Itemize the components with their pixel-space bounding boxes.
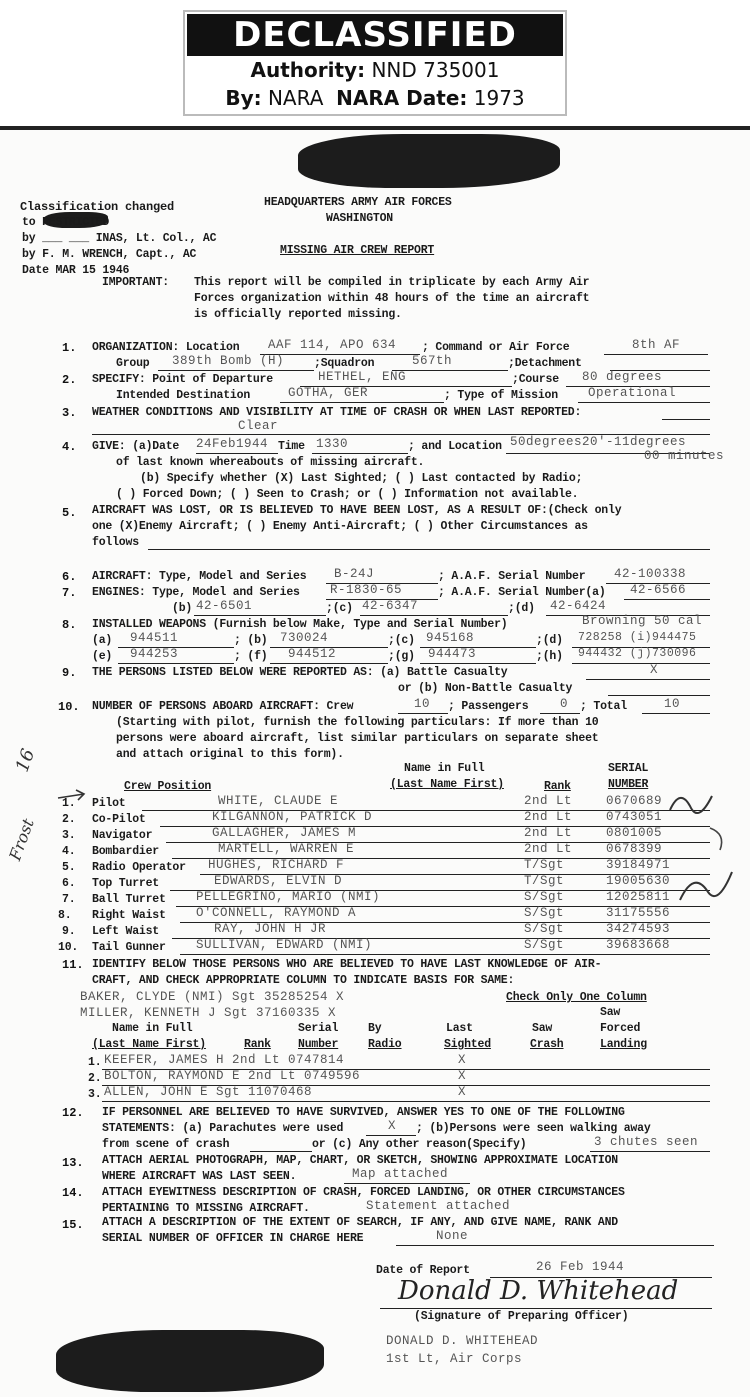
item11-h-forced1: Forced	[600, 1022, 641, 1035]
crew-row-name: MARTELL, WARREN E	[218, 842, 355, 856]
crew-row-position: Ball Turret	[92, 893, 166, 906]
underline	[180, 954, 710, 955]
item4-date-label: GIVE: (a)Date	[92, 440, 180, 453]
underline	[270, 663, 388, 664]
underline	[420, 663, 536, 664]
item4-time-label: Time	[278, 440, 305, 453]
item8-b-label: ; (b)	[234, 634, 268, 647]
item1-squadron-label: ;Squadron	[314, 357, 375, 370]
item2-destination-label: Intended Destination	[116, 389, 251, 402]
item2-mission-label: ; Type of Mission	[444, 389, 558, 402]
crew-row-serial: 12025811	[606, 890, 671, 904]
important-label: IMPORTANT:	[102, 276, 170, 289]
item11-extra2: MILLER, KENNETH J Sgt 37160335 X	[80, 1006, 337, 1020]
item7-serial-label: ; A.A.F. Serial Number(a)	[438, 586, 606, 599]
item8-e-label: (e)	[92, 650, 113, 663]
crew-row-rank: S/Sgt	[524, 938, 565, 952]
item15-value: None	[436, 1229, 469, 1243]
important-text1: This report will be compiled in triplicate by each Army Air	[194, 276, 590, 289]
witness-row-number: 2.	[88, 1072, 102, 1085]
date-of-report: 26 Feb 1944	[536, 1260, 625, 1274]
item10-crew: 10	[414, 697, 431, 711]
crew-header-rank: Rank	[544, 780, 571, 793]
crew-row-rank: 2nd Lt	[524, 810, 573, 824]
item13-line2: WHERE AIRCRAFT WAS LAST SEEN.	[102, 1170, 297, 1183]
report-title: MISSING AIR CREW REPORT	[280, 244, 435, 257]
crew-row-number: 5.	[62, 861, 76, 874]
crew-row-number: 4.	[62, 845, 76, 858]
item14-value: Statement attached	[366, 1199, 511, 1213]
item3-weather: Clear	[238, 419, 279, 433]
item6-label: AIRCRAFT: Type, Model and Series	[92, 570, 307, 583]
item8-d: 728258 (i)944475	[578, 631, 697, 644]
item15-number: 15.	[62, 1218, 84, 1232]
item9-number: 9.	[62, 666, 77, 680]
item10-note3: and attach original to this form).	[116, 748, 344, 761]
underline	[392, 370, 508, 371]
header-org: HEADQUARTERS ARMY AIR FORCES	[264, 196, 452, 209]
item10-label: NUMBER OF PERSONS ABOARD AIRCRAFT: Crew	[92, 700, 354, 713]
witness-row: ALLEN, JOHN E Sgt 11070468	[104, 1085, 313, 1099]
item11-check-only: Check Only One Column	[506, 991, 647, 1004]
crew-row-name: WHITE, CLAUDE E	[218, 794, 339, 808]
item12-line3b: or (c) Any other reason(Specify)	[312, 1138, 527, 1151]
item12-reason: 3 chutes seen	[594, 1135, 699, 1149]
item4-location-2: 00 minutes	[644, 449, 725, 463]
crew-row-number: 3.	[62, 829, 76, 842]
underline	[344, 1183, 470, 1184]
underline	[250, 1151, 312, 1152]
item10-total: 10	[664, 697, 681, 711]
witness-row-mark: X	[458, 1069, 467, 1083]
crew-row-rank: S/Sgt	[524, 922, 565, 936]
item2-departure: HETHEL, ENG	[318, 370, 407, 384]
underline	[366, 1135, 416, 1136]
item11-h-serial1: Serial	[298, 1022, 339, 1035]
item7-d-label: ;(d)	[508, 602, 535, 615]
item11-forced0: Saw	[600, 1006, 621, 1019]
item8-h-label: ;(h)	[536, 650, 563, 663]
item5-line2: one (X)Enemy Aircraft; ( ) Enemy Anti-Aircraft; ( ) Other Circumstances as	[92, 520, 588, 533]
item8-g-label: ;(g)	[388, 650, 415, 663]
witness-row-number: 3.	[88, 1088, 102, 1101]
underline	[642, 713, 710, 714]
item4-time: 1330	[316, 437, 349, 451]
crew-row-position: Right Waist	[92, 909, 166, 922]
item8-label: INSTALLED WEAPONS (Furnish below Make, Type and Serial Number)	[92, 618, 508, 631]
item7-serial-a: 42-6566	[630, 583, 687, 597]
item6-serial: 42-100338	[614, 567, 687, 581]
underline	[380, 1308, 712, 1309]
crew-row-position: Pilot	[92, 797, 126, 810]
item4-location: 50degrees20'-11degrees	[510, 435, 687, 449]
crew-row-serial: 19005630	[606, 874, 671, 888]
underline	[360, 615, 508, 616]
underline	[540, 713, 580, 714]
crew-row-number: 9.	[62, 925, 76, 938]
crew-row-position: Radio Operator	[92, 861, 186, 874]
arrow-mark	[56, 788, 90, 808]
pencil-mark-2	[710, 828, 722, 850]
classification-line5: Date MAR 15 1946	[22, 264, 130, 277]
underline	[590, 1151, 710, 1152]
item11-number: 11.	[62, 958, 84, 972]
underline	[604, 354, 708, 355]
item1-group-label: Group	[116, 357, 150, 370]
crew-row-number: 1.	[62, 797, 76, 810]
crew-row-name: O'CONNELL, RAYMOND A	[196, 906, 357, 920]
crew-header-serial2: NUMBER	[608, 778, 649, 791]
item1-number: 1.	[62, 341, 77, 355]
item10-note2: persons were aboard aircraft, list similar particulars on separate sheet	[116, 732, 599, 745]
witness-row: BOLTON, RAYMOND E 2nd Lt 0749596	[104, 1069, 361, 1083]
item7-serial-d: 42-6424	[550, 599, 607, 613]
item11-h-last1: Last	[446, 1022, 473, 1035]
signature-script: Donald D. Whitehead	[398, 1276, 679, 1306]
item8-g: 944473	[428, 647, 477, 661]
signer-name: DONALD D. WHITEHEAD	[386, 1334, 539, 1348]
item7-number: 7.	[62, 586, 77, 600]
item15-line1: ATTACH A DESCRIPTION OF THE EXTENT OF SEARCH, IF ANY, AND GIVE NAME, RANK AND	[102, 1216, 618, 1229]
item9-nonbattle-label: or (b) Non-Battle Casualty	[398, 682, 573, 695]
pencil-mark-1	[670, 796, 712, 813]
item8-a: 944511	[130, 631, 179, 645]
item11-h-name1: Name in Full	[112, 1022, 193, 1035]
underline	[662, 419, 710, 420]
crew-row-name: RAY, JOHN H JR	[214, 922, 327, 936]
crew-row-rank: 2nd Lt	[524, 826, 573, 840]
redaction-top	[298, 134, 560, 188]
item4-options: ( ) Forced Down; ( ) Seen to Crash; or ( ) Information not available.	[116, 488, 579, 501]
underline	[608, 695, 710, 696]
important-text3: is officially reported missing.	[194, 308, 402, 321]
crew-row-serial: 0670689	[606, 794, 663, 808]
crew-row-serial: 34274593	[606, 922, 671, 936]
classification-line4: by F. M. WRENCH, Capt., AC	[22, 248, 197, 261]
item4-date: 24Feb1944	[196, 437, 269, 451]
crew-row-name: EDWARDS, ELVIN D	[214, 874, 343, 888]
crew-row-serial: 0743051	[606, 810, 663, 824]
underline	[312, 453, 408, 454]
witness-row-mark: X	[458, 1053, 467, 1067]
underline	[102, 1101, 710, 1102]
item3-number: 3.	[62, 406, 77, 420]
item8-b: 730024	[280, 631, 329, 645]
item8-c-label: ;(c)	[388, 634, 415, 647]
underline	[148, 549, 710, 550]
crew-row-position: Tail Gunner	[92, 941, 166, 954]
item11-h-rank: Rank	[244, 1038, 271, 1051]
item11-h-forced2: Landing	[600, 1038, 647, 1051]
item7-serial-c: 42-6347	[362, 599, 419, 613]
crew-row-number: 6.	[62, 877, 76, 890]
item10-number: 10.	[58, 700, 80, 714]
crew-header-position: Crew Position	[124, 780, 212, 793]
witness-row-number: 1.	[88, 1056, 102, 1069]
redaction-bottom	[56, 1330, 324, 1392]
crew-row-position: Bombardier	[92, 845, 160, 858]
witness-row-mark: X	[458, 1085, 467, 1099]
item7-c-label: ;(c)	[326, 602, 353, 615]
item1-squadron: 567th	[412, 354, 453, 368]
underline	[624, 599, 710, 600]
item9-label: THE PERSONS LISTED BELOW WERE REPORTED AS: (a) Battle Casualty	[92, 666, 508, 679]
crew-row-rank: 2nd Lt	[524, 842, 573, 856]
crew-row-rank: S/Sgt	[524, 906, 565, 920]
crew-header-name1: Name in Full	[404, 762, 485, 775]
underline	[196, 453, 278, 454]
item12-line1: IF PERSONNEL ARE BELIEVED TO HAVE SURVIVED, ANSWER YES TO ONE OF THE FOLLOWING	[102, 1106, 625, 1119]
item8-d-label: ;(d)	[536, 634, 563, 647]
item8-f: 944512	[288, 647, 337, 661]
item6-number: 6.	[62, 570, 77, 584]
item9-battle: X	[650, 663, 659, 677]
item2-number: 2.	[62, 373, 77, 387]
item5-number: 5.	[62, 506, 77, 520]
item4-location-label: ; and Location	[408, 440, 502, 453]
crew-row-number: 8.	[58, 909, 72, 922]
item12-number: 12.	[62, 1106, 84, 1120]
crew-row-name: GALLAGHER, JAMES M	[212, 826, 357, 840]
stamp-authority: Authority: NND 735001	[250, 58, 500, 82]
crew-header-name2: (Last Name First)	[390, 778, 504, 791]
stamp-by: By: NARA NARA Date: 1973	[225, 86, 525, 110]
classification-line2: to RESTRICTED	[22, 216, 110, 229]
item4-specify: (b) Specify whether (X) Last Sighted; ( ) Last contacted by Radio;	[140, 472, 583, 485]
underline	[118, 663, 234, 664]
crew-row-serial: 0801005	[606, 826, 663, 840]
crew-row-serial: 0678399	[606, 842, 663, 856]
check-marks	[640, 780, 750, 910]
item11-h-saw1: Saw	[532, 1022, 553, 1035]
underline	[194, 615, 326, 616]
crew-row-serial: 39184971	[606, 858, 671, 872]
crew-row-position: Navigator	[92, 829, 153, 842]
item2-course-label: ;Course	[512, 373, 559, 386]
crew-row-position: Left Waist	[92, 925, 160, 938]
underline	[572, 663, 710, 664]
underline	[396, 1245, 714, 1246]
item10-passengers: 0	[560, 697, 569, 711]
item1-group: 389th Bomb (H)	[172, 354, 285, 368]
signer-rank: 1st Lt, Air Corps	[386, 1352, 523, 1366]
item7-type: R-1830-65	[330, 583, 403, 597]
item1-location: AAF 114, APO 634	[268, 338, 397, 352]
item8-c: 945168	[426, 631, 475, 645]
item12-line3: from scene of crash	[102, 1138, 230, 1151]
item7-serial-b: 42-6501	[196, 599, 253, 613]
item1-detachment-label: ;Detachment	[508, 357, 582, 370]
item15-line2: SERIAL NUMBER OF OFFICER IN CHARGE HERE	[102, 1232, 364, 1245]
witness-row: KEEFER, JAMES H 2nd Lt 0747814	[104, 1053, 345, 1067]
item7-label: ENGINES: Type, Model and Series	[92, 586, 300, 599]
stamp-title: DECLASSIFIED	[187, 14, 563, 56]
underline	[578, 402, 710, 403]
important-text2: Forces organization within 48 hours of the time an aircraft	[194, 292, 590, 305]
crew-row-number: 7.	[62, 893, 76, 906]
item1-label: ORGANIZATION: Location	[92, 341, 240, 354]
crew-row-rank: T/Sgt	[524, 858, 565, 872]
margin-note-1: 16	[11, 746, 40, 775]
crew-row-serial: 39683668	[606, 938, 671, 952]
item7-b-label: (b)	[172, 602, 193, 615]
item12-parachutes: X	[388, 1119, 397, 1133]
item3-label: WEATHER CONDITIONS AND VISIBILITY AT TIME OF CRASH OR WHEN LAST REPORTED:	[92, 406, 582, 419]
crew-header-serial1: SERIAL	[608, 762, 649, 775]
item6-serial-label: ; A.A.F. Serial Number	[438, 570, 586, 583]
item11-h-saw2: Crash	[530, 1038, 564, 1051]
item13-number: 13.	[62, 1156, 84, 1170]
margin-note-2: Frost	[5, 816, 38, 863]
underline	[280, 402, 444, 403]
signature-label: (Signature of Preparing Officer)	[414, 1310, 629, 1323]
underline	[586, 679, 710, 680]
item11-line1: IDENTIFY BELOW THOSE PERSONS WHO ARE BELIEVED TO HAVE LAST KNOWLEDGE OF AIR-	[92, 958, 602, 971]
item8-h: 944432 (j)730096	[578, 647, 697, 660]
classification-line1: Classification changed	[20, 200, 175, 214]
crew-row-name: KILGANNON, PATRICK D	[212, 810, 373, 824]
crew-row-position: Co-Pilot	[92, 813, 146, 826]
item14-line2: PERTAINING TO MISSING AIRCRAFT.	[102, 1202, 310, 1215]
item10-passengers-label: ; Passengers	[448, 700, 529, 713]
item10-note1: (Starting with pilot, furnish the following particulars: If more than 10	[116, 716, 599, 729]
declassified-stamp	[183, 10, 567, 116]
item11-line2: CRAFT, AND CHECK APPROPRIATE COLUMN TO INDICATE BASIS FOR SAME:	[92, 974, 515, 987]
crew-row-serial: 31175556	[606, 906, 671, 920]
item2-label: SPECIFY: Point of Departure	[92, 373, 273, 386]
item10-total-label: ; Total	[580, 700, 627, 713]
item12-line2: STATEMENTS: (a) Parachutes were used	[102, 1122, 344, 1135]
crew-row-rank: S/Sgt	[524, 890, 565, 904]
underline	[158, 370, 314, 371]
crew-row-number: 2.	[62, 813, 76, 826]
item8-a-label: (a)	[92, 634, 113, 647]
item11-h-name2: (Last Name First)	[92, 1038, 206, 1051]
item14-line1: ATTACH EYEWITNESS DESCRIPTION OF CRASH, FORCED LANDING, OR OTHER CIRCUMSTANCES	[102, 1186, 625, 1199]
item13-value: Map attached	[352, 1167, 449, 1181]
item2-mission: Operational	[588, 386, 677, 400]
crew-row-name: HUGHES, RICHARD F	[208, 858, 345, 872]
item1-command-label: ; Command or Air Force	[422, 341, 570, 354]
item11-h-last2: Sighted	[444, 1038, 491, 1051]
underline	[398, 713, 448, 714]
crew-row-rank: 2nd Lt	[524, 794, 573, 808]
item1-command: 8th AF	[632, 338, 681, 352]
date-of-report-label: Date of Report	[376, 1264, 470, 1277]
item11-h-by1: By	[368, 1022, 382, 1035]
item8-number: 8.	[62, 618, 77, 632]
item4-number: 4.	[62, 440, 77, 454]
item8-make: Browning 50 cal	[582, 614, 703, 628]
crew-row-name: PELLEGRINO, MARIO (NMI)	[196, 890, 381, 904]
crew-row-position: Top Turret	[92, 877, 160, 890]
pencil-mark-3	[680, 872, 732, 900]
item4-note: of last known whereabouts of missing aircraft.	[116, 456, 425, 469]
header-city: WASHINGTON	[326, 212, 394, 225]
missing-air-crew-report	[0, 126, 750, 1397]
classification-line3: by ___ ___ INAS, Lt. Col., AC	[22, 232, 217, 245]
item13-line1: ATTACH AERIAL PHOTOGRAPH, MAP, CHART, OR SKETCH, SHOWING APPROXIMATE LOCATION	[102, 1154, 618, 1167]
item2-course: 80 degrees	[582, 370, 663, 384]
item11-h-by2: Radio	[368, 1038, 402, 1051]
item14-number: 14.	[62, 1186, 84, 1200]
item11-extra1: BAKER, CLYDE (NMI) Sgt 35285254 X	[80, 990, 345, 1004]
item12-line2b: ; (b)Persons were seen walking away	[416, 1122, 651, 1135]
crew-row-name: SULLIVAN, EDWARD (NMI)	[196, 938, 373, 952]
item8-f-label: ; (f)	[234, 650, 268, 663]
crew-row-number: 10.	[58, 941, 79, 954]
crew-row-rank: T/Sgt	[524, 874, 565, 888]
item6-type: B-24J	[334, 567, 375, 581]
item5-line3: follows	[92, 536, 139, 549]
item11-h-serial2: Number	[298, 1038, 339, 1051]
item2-destination: GOTHA, GER	[288, 386, 369, 400]
item8-e: 944253	[130, 647, 179, 661]
item5-line1: AIRCRAFT WAS LOST, OR IS BELIEVED TO HAVE BEEN LOST, AS A RESULT OF:(Check only	[92, 504, 622, 517]
